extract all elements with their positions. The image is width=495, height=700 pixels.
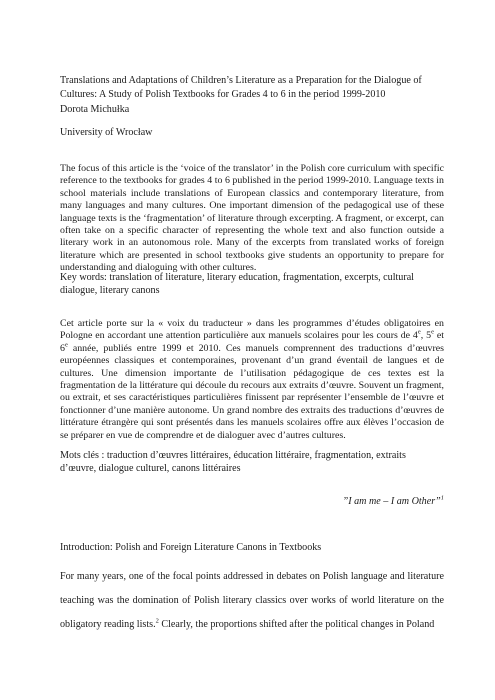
footnote-marker: 1: [440, 494, 444, 502]
resume-text-2: , 5: [420, 330, 432, 342]
epigraph-quote: [60, 496, 444, 509]
author-name: Dorota Michułka: [60, 104, 130, 115]
abstract-french: [60, 318, 444, 442]
resume-text-1: Cet article porte sur la « voix du traducteur » dans les programmes d’études obligatoires en Pologne en accordant une attention particulière aux manuels scolaires pour les cours de 4: [60, 318, 444, 342]
resume-text-3: et 6: [60, 330, 444, 354]
ordinal-superscript: e: [431, 329, 434, 337]
ordinal-superscript: e: [64, 341, 68, 349]
keywords-english: Key words: translation of literature, literary education, fragmentation, excerpts, cultural dialogue, literary canons: [60, 272, 414, 296]
body-text-1: For many years, one of the focal points addressed in debates on Polish language and literature teaching was the domination of Polish literary classics over works of world literature on the obligatory reading lists.: [60, 571, 444, 630]
section-heading: Introduction: Polish and Foreign Literature Canons in Textbooks: [60, 542, 322, 553]
footnote-marker: 2: [155, 617, 159, 625]
keywords-french: Mots clés : traduction d’œuvres littéraires, éducation littéraire, fragmentation, extraits d’œuvre, dialogue culturel, canons littéraires: [60, 450, 406, 474]
resume-text-4: année, publiés entre 1999 et 2010. Ces manuels comprennent des traductions d’œuvres européennes classiques et contemporaines, provenant d’un grand éventail de langues et de cultures. Une dimension importante de l’utilisation pédagogique de ces textes est la fragmentation de la littérature qui découle du recours aux extraits d’œuvre. Souvent un fragment, ou extrait, et ses caractéristiques particulières finissent par représenter l’ensemble de l’œuvre et fonctionner d’une manière autonome. Un grand nombre des extraits des traductions d’œuvres de littérature étrangère qui sont présentés dans les manuels scolaires offre aux élèves l’occasion de se préparer en vue de comprendre et de dialoguer avec d’autres cultures.: [60, 342, 444, 441]
article-title: Translations and Adaptations of Children’s Literature as a Preparation for the Dialogue of Cultures: A Study of Polish Textbooks for Grades 4 to 6 in the period 1999-2010: [60, 75, 422, 100]
epigraph-text: ”I am me – I am Other”: [342, 496, 441, 507]
ordinal-superscript: e: [417, 329, 421, 337]
abstract-english: The focus of this article is the ‘voice of the translator’ in the Polish core curriculum with specific reference to the textbooks for grades 4 to 6 published in the period 1999-2010. Language texts in school materials include translations of European classics and contemporary literature, from many languages and many cultures. One important dimension of the pedagogical use of these language texts is the ‘fragmentation’ of literature through excerpting. A fragment, or excerpt, can often take on a specific character of representing the whole text and also function outside a literary work in an autonomous role. Many of the excerpts from translated works of foreign literature which are presented in school textbooks give students an opportunity to prepare for understanding and dialoguing with other cultures.: [60, 163, 444, 274]
body-paragraph: [60, 565, 444, 636]
author-affiliation: University of Wrocław: [60, 127, 153, 138]
body-text-2: Clearly, the proportions shifted after the political changes in Poland: [158, 618, 435, 630]
